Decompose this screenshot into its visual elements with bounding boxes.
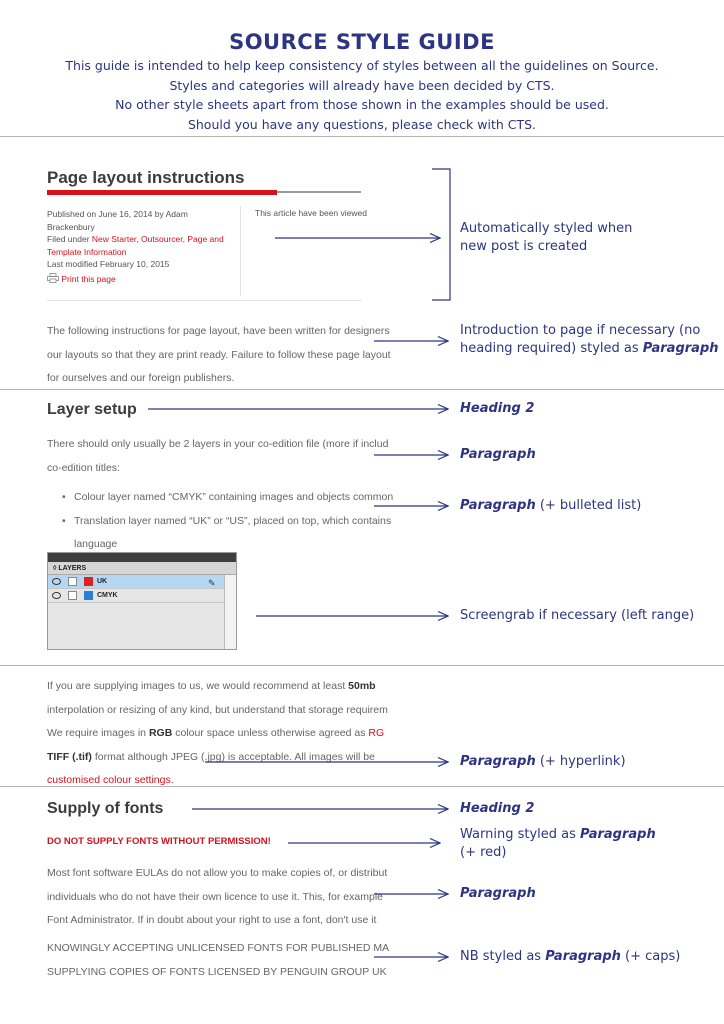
caps-paragraph: KNOWINGLY ACCEPTING UNLICENSED FONTS FOR PUBLISHED MA SUPPLYING COPIES OF FONTS LICENSED BY PENGUIN GROUP UK [47, 942, 390, 978]
panel-scrollbar[interactable] [224, 575, 236, 649]
hyperlink[interactable]: customised colour settings. [47, 774, 174, 786]
list-item: • Colour layer named “CMYK” containing images and objects common [62, 486, 362, 510]
eye-icon[interactable] [52, 578, 61, 585]
post-meta [47, 208, 237, 285]
note-auto: Automatically styled when new post is created [460, 221, 633, 254]
intro-paragraph: The following instructions for page layout, have been written for designers our layouts so that they are print ready. Failure to follow these page layout for ourselves and our foreign publishers. [47, 325, 391, 384]
layer-row-cmyk[interactable] [48, 589, 236, 603]
note-paragraph: Paragraph [460, 447, 536, 462]
section-divider [0, 136, 724, 137]
note-hyperlink: Paragraph (+ hyperlink) [460, 754, 626, 769]
view-count: This article have been viewed [255, 208, 367, 218]
list-item: • Translation layer named “UK” or “US”, placed on top, which contains [62, 510, 362, 534]
layer-color-swatch [84, 591, 93, 600]
layers-panel-screengrab [47, 552, 237, 650]
layer-color-swatch [84, 577, 93, 586]
title-underline [47, 190, 277, 195]
meta-divider [240, 206, 241, 296]
warning-text: DO NOT SUPPLY FONTS WITHOUT PERMISSION! [47, 836, 271, 847]
layers-tab[interactable]: ◊ LAYERS [48, 562, 236, 575]
note-paragraph: Paragraph [460, 886, 536, 901]
note-caps: NB styled as Paragraph (+ caps) [460, 949, 681, 964]
note-intro: Introduction to page if necessary (no heading required) styled as Paragraph [460, 323, 719, 356]
category-links[interactable]: New Starter, Outsourcer, Page and Template Information [47, 234, 224, 257]
layer-paragraph: There should only usually be 2 layers in your co-edition file (more if includ co-edition titles: [47, 438, 389, 474]
fonts-paragraph: Most font software EULAs do not allow you to make copies of, or distribut individuals who do not have their own licence to use it. This, for example Font Administrator. If in doubt about your right to use a font, don't use it [47, 867, 388, 926]
pen-icon: ✎ [208, 578, 216, 588]
section-divider [0, 389, 724, 390]
section-divider [0, 665, 724, 666]
guide-title: SOURCE STYLE GUIDE [229, 30, 495, 54]
lock-toggle[interactable] [68, 591, 77, 600]
layer-name: CMYK [97, 592, 118, 599]
layer-setup-heading: Layer setup [47, 401, 137, 418]
guide-intro [0, 56, 724, 134]
modified-line: Last modified February 10, 2015 [47, 259, 170, 269]
panel-titlebar [48, 553, 236, 562]
eye-icon[interactable] [52, 592, 61, 599]
intro-line: This guide is intended to help keep consistency of styles between all the guidelines on Source. [65, 58, 659, 73]
layer-name: UK [97, 578, 108, 585]
print-link[interactable]: Print this page [47, 273, 237, 286]
bullet-continuation: language [74, 538, 118, 550]
title-underline-grey [277, 191, 361, 193]
images-paragraph: If you are supplying images to us, we would recommend at least 50mb interpolation or resizing of any kind, but understand that storage requirem We require images in RGB colour space unless otherwise agreed as RG TIFF (.tif) format although JPEG (.jpg) is acceptable. All images will be customised colour settings. [47, 675, 362, 793]
lock-toggle[interactable] [68, 577, 77, 586]
intro-line: No other style sheets apart from those shown in the examples should be used. [115, 97, 609, 112]
note-warning: Warning styled as Paragraph (+ red) [460, 827, 656, 860]
meta-bottom-divider [47, 300, 362, 301]
printer-icon [47, 273, 59, 283]
fonts-heading: Supply of fonts [47, 800, 164, 817]
intro-line: Styles and categories will already have been decided by CTS. [169, 77, 555, 93]
note-bulleted-list: Paragraph (+ bulleted list) [460, 498, 642, 513]
published-line: Published on June 16, 2014 by Adam Brackenbury [47, 209, 188, 232]
note-heading-2: Heading 2 [460, 401, 535, 416]
intro-line: Should you have any questions, please check with CTS. [187, 116, 537, 132]
bracket [432, 169, 450, 300]
layer-bullet-list [62, 486, 394, 533]
note-heading-2: Heading 2 [460, 801, 535, 816]
example-page-title: Page layout instructions [47, 168, 245, 187]
note-screengrab: Screengrab if necessary (left range) [460, 608, 695, 623]
section-divider [0, 786, 724, 787]
filed-line: Filed under New Starter, Outsourcer, Page and Template Information [47, 234, 224, 257]
